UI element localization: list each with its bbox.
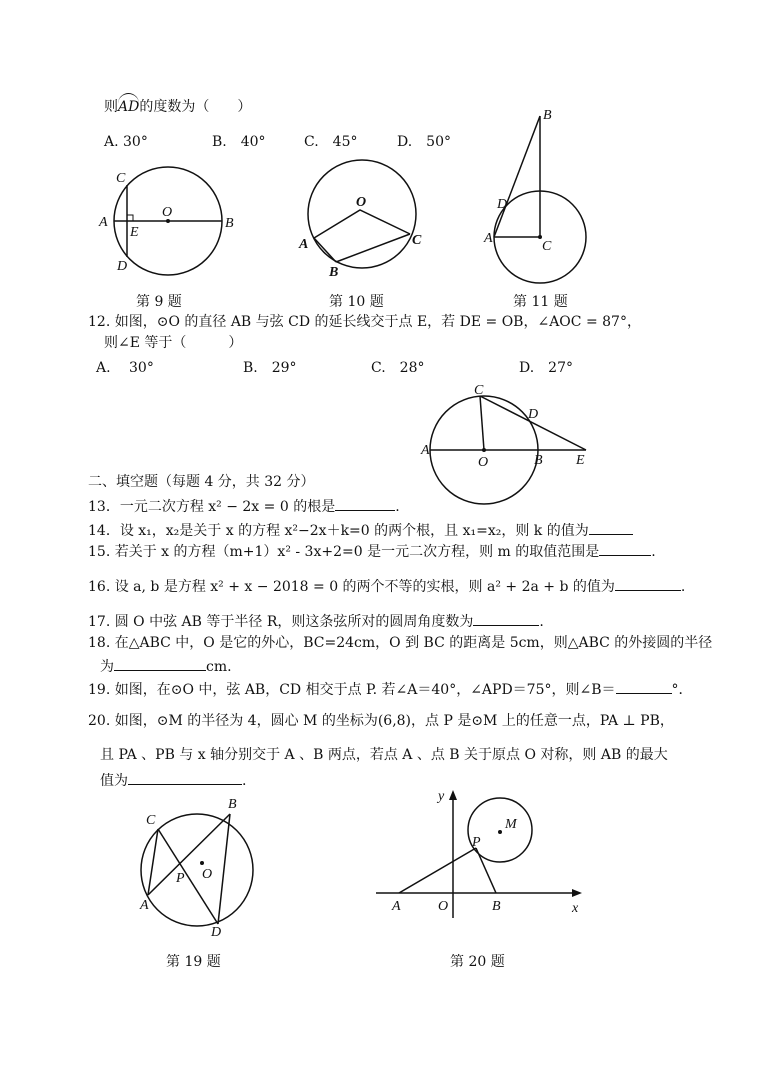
fig19-label-o: O (202, 867, 213, 882)
fig20-y-arrow (449, 790, 457, 800)
fig11-label-a: A (484, 231, 493, 246)
fig12-label-d: D (528, 407, 539, 422)
fig20-label-m: M (505, 817, 517, 832)
fig10-label-a: A (299, 237, 309, 252)
q12-option-d: D. 27° (519, 360, 573, 376)
fig19-label-c: C (146, 813, 156, 828)
fig19-label-a: A (140, 898, 149, 913)
q11-option-a: A. 30° (104, 134, 148, 150)
q16 (88, 576, 685, 596)
q19 (88, 679, 693, 699)
q16-end: . (680, 579, 686, 595)
q19-text: 19. 如图，在⊙O 中，弦 AB，CD 相交于点 P. 若∠A＝40°，∠APD＝75°，则∠B＝ (88, 682, 616, 698)
q20-line2: 且 PA 、PB 与 x 轴分别交于 A 、B 两点，若点 A 、点 B 关于原点 O 对称，则 AB 的最大 (100, 747, 668, 763)
figure-20 (372, 786, 592, 926)
fig9-label-d: D (117, 259, 128, 274)
q15-blank[interactable] (599, 541, 651, 556)
fig10-label-o: O (356, 195, 367, 210)
fig11-caption: 第 11 题 (513, 294, 568, 310)
fig12-label-b: B (534, 453, 543, 468)
q16-blank[interactable] (615, 576, 681, 591)
q12-option-c: C. 28° (371, 360, 425, 376)
fig20-label-x: x (572, 901, 579, 916)
fig20-segment-pa (399, 848, 476, 893)
q14 (88, 520, 633, 540)
q11-option-b: B. 40° (212, 134, 266, 150)
q11-suffix: 的度数为（ ） (139, 99, 252, 115)
q17-text: 17. 圆 O 中弦 AB 等于半径 R，则这条弦所对的圆周角度数为 (88, 614, 474, 630)
fig9-caption: 第 9 题 (136, 294, 182, 310)
section-2-heading: 二、填空题（每题 4 分，共 32 分） (88, 474, 315, 490)
fig19-label-b: B (228, 797, 237, 812)
fig10-radii (314, 210, 410, 238)
q11-option-d: D. 50° (397, 134, 451, 150)
q17-end: . (539, 614, 544, 630)
fig11-label-d: D (497, 197, 508, 212)
figure-10 (296, 158, 436, 283)
q12-line2: 则∠E 等于（ ） (104, 335, 243, 351)
q14-text: 14．设 x₁，x₂是关于 x 的方程 x²−2x＋k=0 的两个根，且 x₁=x₂，则 k 的值为 (88, 523, 589, 539)
fig12-label-o: O (478, 455, 489, 470)
fig19-chord-ab (148, 814, 230, 895)
arc-ad: AD (118, 96, 139, 116)
fig9-label-e: E (130, 225, 139, 240)
q12-option-a: A. 30° (96, 360, 154, 376)
fig9-label-a: A (99, 215, 108, 230)
fig19-label-p: P (176, 871, 185, 886)
q11-option-c: C. 45° (304, 134, 358, 150)
q20-suffix: . (242, 773, 247, 789)
q20-blank[interactable] (128, 770, 242, 785)
fig20-label-p: P (472, 835, 481, 850)
fig10-chord-ab (314, 238, 336, 262)
fig10-caption: 第 10 题 (329, 294, 384, 310)
q13-blank[interactable] (335, 496, 395, 511)
fig20-label-b: B (492, 899, 501, 914)
q14-blank[interactable] (589, 520, 633, 535)
fig12-secant-ce (480, 396, 586, 450)
q18-suffix: cm. (206, 659, 232, 675)
q20-line3 (100, 770, 246, 790)
q20-line1: 20. 如图，⊙M 的半径为 4，圆心 M 的坐标为(6,8)，点 P 是⊙M 上的任意一点，PA ⊥ PB， (88, 713, 674, 729)
q18-line2 (100, 656, 232, 676)
q12-option-b: B. 29° (243, 360, 297, 376)
q18-prefix: 为 (100, 659, 114, 675)
fig9-right-angle (127, 215, 133, 221)
fig19-center-dot (200, 861, 204, 865)
fig12-label-a: A (421, 443, 430, 458)
fig20-caption: 第 20 题 (450, 954, 505, 970)
fig9-label-o: O (162, 205, 173, 220)
figure-12 (418, 384, 598, 504)
fig10-chord-bc (336, 234, 410, 262)
fig9-label-b: B (225, 216, 234, 231)
q16-text: 16. 设 a, b 是方程 x² + x − 2018 = 0 的两个不等的实根，则 a² + 2a + b 的值为 (88, 579, 615, 595)
fig20-label-o: O (438, 899, 449, 914)
fig20-label-a: A (392, 899, 401, 914)
fig12-center-dot (482, 448, 486, 452)
fig10-label-c: C (412, 233, 422, 248)
q13 (88, 496, 400, 516)
fig20-segment-pb (476, 848, 496, 893)
q18-line1: 18. 在△ABC 中，O 是它的外心，BC=24cm，O 到 BC 的距离是 5cm，则△ABC 的外接圆的半径 (88, 635, 713, 651)
fig19-chord-bd (218, 814, 230, 924)
fig11-segment-ab (494, 116, 540, 237)
q15 (88, 541, 656, 561)
fig20-label-y: y (438, 789, 445, 804)
q11-prefix: 则 (104, 99, 118, 115)
q20-prefix: 值为 (100, 773, 128, 789)
fig19-label-d: D (211, 925, 222, 940)
q17 (88, 611, 544, 631)
q13-text: 13．一元二次方程 x² − 2x = 0 的根是 (88, 499, 336, 515)
q12-line1: 12. 如图，⊙O 的直径 AB 与弦 CD 的延长线交于点 E，若 DE = OB，∠AOC = 87°， (88, 314, 641, 330)
fig19-chord-ac (148, 829, 158, 895)
q11-tail (104, 96, 251, 116)
fig20-x-arrow (572, 889, 582, 897)
figure-9 (90, 160, 250, 285)
fig11-label-b: B (543, 108, 552, 123)
q15-text: 15. 若关于 x 的方程（m+1）x² - 3x+2=0 是一元二次方程，则 m 的取值范围是 (88, 544, 600, 560)
figure-19 (134, 796, 264, 940)
figure-11 (482, 106, 602, 286)
fig12-label-e: E (576, 453, 585, 468)
fig9-label-c: C (116, 171, 126, 186)
fig12-segment-oc (480, 396, 484, 450)
q19-blank[interactable] (616, 679, 672, 694)
q15-end: . (651, 544, 656, 560)
fig11-label-c: C (542, 239, 552, 254)
q19-end: °． (671, 682, 693, 698)
q18-blank[interactable] (114, 656, 206, 671)
q17-blank[interactable] (473, 611, 539, 626)
fig19-caption: 第 19 题 (166, 954, 221, 970)
fig12-label-c: C (474, 383, 484, 398)
fig20-center-dot (498, 830, 502, 834)
fig10-label-b: B (329, 265, 339, 280)
q13-end: . (395, 499, 400, 515)
